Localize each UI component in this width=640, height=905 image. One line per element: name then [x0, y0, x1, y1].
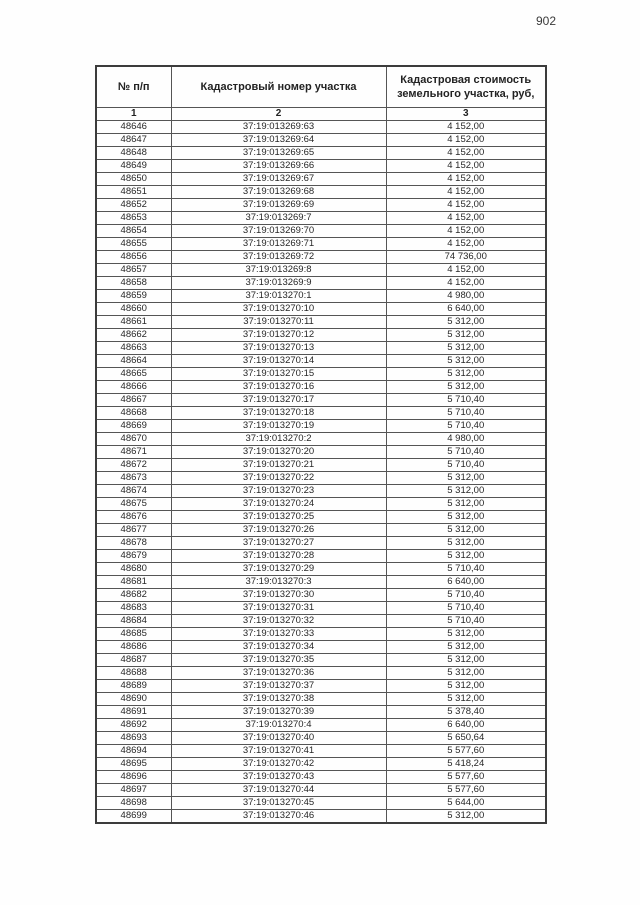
cadastral-number-cell: 37:19:013270:16	[171, 381, 386, 394]
row-number-cell: 48686	[96, 641, 171, 654]
row-number-cell: 48654	[96, 225, 171, 238]
table-row	[96, 797, 546, 810]
cadastral-number-cell: 37:19:013270:30	[171, 589, 386, 602]
cadastral-value-cell: 5 312,00	[386, 342, 546, 355]
table-row	[96, 342, 546, 355]
row-number-cell: 48678	[96, 537, 171, 550]
table-row	[96, 134, 546, 147]
cadastral-value-cell: 5 312,00	[386, 524, 546, 537]
row-number-cell: 48653	[96, 212, 171, 225]
table-row	[96, 420, 546, 433]
table-row	[96, 121, 546, 134]
table-row	[96, 264, 546, 277]
cadastral-value-cell: 5 710,40	[386, 602, 546, 615]
row-number-cell: 48696	[96, 771, 171, 784]
table-row	[96, 758, 546, 771]
table-row	[96, 589, 546, 602]
row-number-cell: 48687	[96, 654, 171, 667]
cadastral-number-cell: 37:19:013270:10	[171, 303, 386, 316]
row-number-cell: 48651	[96, 186, 171, 199]
table-row	[96, 433, 546, 446]
table-row	[96, 706, 546, 719]
row-number-cell: 48682	[96, 589, 171, 602]
row-number-cell: 48663	[96, 342, 171, 355]
cadastral-number-cell: 37:19:013270:1	[171, 290, 386, 303]
cadastral-value-cell: 5 312,00	[386, 368, 546, 381]
cadastral-value-cell: 5 312,00	[386, 537, 546, 550]
cadastral-number-cell: 37:19:013270:40	[171, 732, 386, 745]
cadastral-number-cell: 37:19:013270:3	[171, 576, 386, 589]
cadastral-number-cell: 37:19:013270:45	[171, 797, 386, 810]
cadastral-value-cell: 5 312,00	[386, 667, 546, 680]
cadastral-value-cell: 5 312,00	[386, 680, 546, 693]
cadastral-number-cell: 37:19:013269:66	[171, 160, 386, 173]
table-row	[96, 485, 546, 498]
cadastral-value-cell: 5 577,60	[386, 784, 546, 797]
cadastral-value-cell: 6 640,00	[386, 303, 546, 316]
cadastral-value-cell: 5 710,40	[386, 394, 546, 407]
cadastral-number-cell: 37:19:013270:19	[171, 420, 386, 433]
table-row	[96, 212, 546, 225]
table-row	[96, 784, 546, 797]
cadastral-number-cell: 37:19:013270:28	[171, 550, 386, 563]
row-number-cell: 48694	[96, 745, 171, 758]
header-cadastral-number: Кадастровый номер участка	[171, 66, 386, 108]
table-row	[96, 667, 546, 680]
cadastral-number-cell: 37:19:013270:37	[171, 680, 386, 693]
cadastral-number-cell: 37:19:013269:68	[171, 186, 386, 199]
cadastral-number-cell: 37:19:013270:23	[171, 485, 386, 498]
cadastral-value-cell: 4 152,00	[386, 264, 546, 277]
column-index-3: 3	[386, 108, 546, 121]
row-number-cell: 48698	[96, 797, 171, 810]
cadastral-value-cell: 5 312,00	[386, 641, 546, 654]
row-number-cell: 48655	[96, 238, 171, 251]
table-row	[96, 160, 546, 173]
table-row	[96, 394, 546, 407]
row-number-cell: 48659	[96, 290, 171, 303]
table-row	[96, 381, 546, 394]
table-row	[96, 355, 546, 368]
cadastral-value-cell: 5 710,40	[386, 420, 546, 433]
cadastral-value-cell: 5 312,00	[386, 693, 546, 706]
cadastral-table	[95, 65, 547, 824]
cadastral-number-cell: 37:19:013270:34	[171, 641, 386, 654]
table-row	[96, 563, 546, 576]
row-number-cell: 48646	[96, 121, 171, 134]
cadastral-number-cell: 37:19:013270:20	[171, 446, 386, 459]
header-row-number: № п/п	[96, 66, 171, 108]
table-row	[96, 303, 546, 316]
cadastral-number-cell: 37:19:013270:22	[171, 472, 386, 485]
table-row	[96, 524, 546, 537]
row-number-cell: 48648	[96, 147, 171, 160]
table-row	[96, 329, 546, 342]
cadastral-number-cell: 37:19:013270:21	[171, 459, 386, 472]
cadastral-value-cell: 5 312,00	[386, 511, 546, 524]
header-row	[96, 66, 546, 108]
row-number-cell: 48661	[96, 316, 171, 329]
cadastral-value-cell: 5 312,00	[386, 316, 546, 329]
cadastral-value-cell: 5 644,00	[386, 797, 546, 810]
row-number-cell: 48672	[96, 459, 171, 472]
cadastral-number-cell: 37:19:013270:11	[171, 316, 386, 329]
cadastral-value-cell: 5 312,00	[386, 485, 546, 498]
table-row	[96, 186, 546, 199]
cadastral-number-cell: 37:19:013270:13	[171, 342, 386, 355]
row-number-cell: 48670	[96, 433, 171, 446]
row-number-cell: 48683	[96, 602, 171, 615]
row-number-cell: 48681	[96, 576, 171, 589]
cadastral-value-cell: 5 710,40	[386, 589, 546, 602]
row-number-cell: 48697	[96, 784, 171, 797]
row-number-cell: 48671	[96, 446, 171, 459]
cadastral-value-cell: 5 312,00	[386, 381, 546, 394]
cadastral-value-cell: 4 152,00	[386, 186, 546, 199]
cadastral-number-cell: 37:19:013269:7	[171, 212, 386, 225]
cadastral-value-cell: 5 312,00	[386, 329, 546, 342]
cadastral-number-cell: 37:19:013270:33	[171, 628, 386, 641]
cadastral-value-cell: 5 418,24	[386, 758, 546, 771]
table-row	[96, 199, 546, 212]
cadastral-value-cell: 4 152,00	[386, 199, 546, 212]
row-number-cell: 48685	[96, 628, 171, 641]
row-number-cell: 48692	[96, 719, 171, 732]
table-row	[96, 251, 546, 264]
cadastral-number-cell: 37:19:013270:18	[171, 407, 386, 420]
table-row	[96, 745, 546, 758]
cadastral-value-cell: 74 736,00	[386, 251, 546, 264]
cadastral-number-cell: 37:19:013270:24	[171, 498, 386, 511]
table-row	[96, 225, 546, 238]
row-number-cell: 48656	[96, 251, 171, 264]
row-number-cell: 48693	[96, 732, 171, 745]
cadastral-value-cell: 5 312,00	[386, 654, 546, 667]
table-row	[96, 810, 546, 824]
cadastral-value-cell: 4 152,00	[386, 277, 546, 290]
cadastral-number-cell: 37:19:013270:31	[171, 602, 386, 615]
cadastral-number-cell: 37:19:013270:39	[171, 706, 386, 719]
cadastral-value-cell: 5 710,40	[386, 446, 546, 459]
cadastral-number-cell: 37:19:013270:15	[171, 368, 386, 381]
table-row	[96, 459, 546, 472]
column-index-2: 2	[171, 108, 386, 121]
row-number-cell: 48650	[96, 173, 171, 186]
cadastral-number-cell: 37:19:013270:25	[171, 511, 386, 524]
cadastral-number-cell: 37:19:013269:64	[171, 134, 386, 147]
cadastral-number-cell: 37:19:013269:67	[171, 173, 386, 186]
cadastral-number-cell: 37:19:013269:70	[171, 225, 386, 238]
cadastral-value-cell: 4 152,00	[386, 238, 546, 251]
row-number-cell: 48690	[96, 693, 171, 706]
cadastral-value-cell: 4 152,00	[386, 225, 546, 238]
cadastral-value-cell: 4 980,00	[386, 290, 546, 303]
cadastral-value-cell: 4 152,00	[386, 147, 546, 160]
cadastral-value-cell: 5 312,00	[386, 550, 546, 563]
cadastral-value-cell: 4 152,00	[386, 134, 546, 147]
cadastral-number-cell: 37:19:013270:32	[171, 615, 386, 628]
table-row	[96, 472, 546, 485]
cadastral-number-cell: 37:19:013269:8	[171, 264, 386, 277]
cadastral-number-cell: 37:19:013270:12	[171, 329, 386, 342]
table-body	[96, 121, 546, 824]
table-row	[96, 407, 546, 420]
row-number-cell: 48660	[96, 303, 171, 316]
cadastral-value-cell: 4 152,00	[386, 121, 546, 134]
row-number-cell: 48652	[96, 199, 171, 212]
row-number-cell: 48665	[96, 368, 171, 381]
row-number-cell: 48680	[96, 563, 171, 576]
row-number-cell: 48684	[96, 615, 171, 628]
row-number-cell: 48691	[96, 706, 171, 719]
cadastral-number-cell: 37:19:013270:43	[171, 771, 386, 784]
cadastral-value-cell: 5 577,60	[386, 771, 546, 784]
column-index-row	[96, 108, 546, 121]
row-number-cell: 48667	[96, 394, 171, 407]
table-row	[96, 238, 546, 251]
cadastral-value-cell: 5 710,40	[386, 459, 546, 472]
cadastral-number-cell: 37:19:013270:42	[171, 758, 386, 771]
row-number-cell: 48674	[96, 485, 171, 498]
cadastral-value-cell: 5 710,40	[386, 615, 546, 628]
cadastral-value-cell: 4 980,00	[386, 433, 546, 446]
table-row	[96, 173, 546, 186]
row-number-cell: 48679	[96, 550, 171, 563]
cadastral-value-cell: 5 312,00	[386, 472, 546, 485]
cadastral-number-cell: 37:19:013270:35	[171, 654, 386, 667]
cadastral-number-cell: 37:19:013270:29	[171, 563, 386, 576]
row-number-cell: 48664	[96, 355, 171, 368]
table-row	[96, 316, 546, 329]
cadastral-value-cell: 4 152,00	[386, 173, 546, 186]
cadastral-number-cell: 37:19:013269:63	[171, 121, 386, 134]
table-row	[96, 537, 546, 550]
table-row	[96, 654, 546, 667]
table-row	[96, 290, 546, 303]
row-number-cell: 48673	[96, 472, 171, 485]
cadastral-number-cell: 37:19:013270:17	[171, 394, 386, 407]
cadastral-number-cell: 37:19:013270:26	[171, 524, 386, 537]
cadastral-value-cell: 5 710,40	[386, 563, 546, 576]
table-row	[96, 693, 546, 706]
cadastral-number-cell: 37:19:013270:14	[171, 355, 386, 368]
cadastral-number-cell: 37:19:013269:65	[171, 147, 386, 160]
row-number-cell: 48669	[96, 420, 171, 433]
cadastral-value-cell: 5 577,60	[386, 745, 546, 758]
table-row	[96, 719, 546, 732]
table-row	[96, 277, 546, 290]
cadastral-number-cell: 37:19:013270:38	[171, 693, 386, 706]
row-number-cell: 48662	[96, 329, 171, 342]
cadastral-number-cell: 37:19:013270:2	[171, 433, 386, 446]
cadastral-number-cell: 37:19:013270:44	[171, 784, 386, 797]
table-row	[96, 615, 546, 628]
cadastral-value-cell: 5 312,00	[386, 355, 546, 368]
cadastral-number-cell: 37:19:013269:9	[171, 277, 386, 290]
row-number-cell: 48657	[96, 264, 171, 277]
row-number-cell: 48647	[96, 134, 171, 147]
table-row	[96, 602, 546, 615]
cadastral-value-cell: 4 152,00	[386, 160, 546, 173]
row-number-cell: 48695	[96, 758, 171, 771]
cadastral-number-cell: 37:19:013270:41	[171, 745, 386, 758]
cadastral-value-cell: 5 378,40	[386, 706, 546, 719]
table-row	[96, 550, 546, 563]
row-number-cell: 48666	[96, 381, 171, 394]
cadastral-value-cell: 6 640,00	[386, 719, 546, 732]
table-row	[96, 628, 546, 641]
page-number: 902	[535, 14, 556, 28]
row-number-cell: 48675	[96, 498, 171, 511]
cadastral-value-cell: 6 640,00	[386, 576, 546, 589]
table-header	[96, 66, 546, 121]
cadastral-value-cell: 5 312,00	[386, 498, 546, 511]
column-index-1: 1	[96, 108, 171, 121]
cadastral-value-cell: 5 312,00	[386, 810, 546, 824]
row-number-cell: 48689	[96, 680, 171, 693]
cadastral-number-cell: 37:19:013270:27	[171, 537, 386, 550]
table-row	[96, 147, 546, 160]
row-number-cell: 48668	[96, 407, 171, 420]
header-cadastral-value: Кадастровая стоимость земельного участка, руб,	[386, 66, 546, 108]
table-row	[96, 680, 546, 693]
row-number-cell: 48677	[96, 524, 171, 537]
table-row	[96, 641, 546, 654]
table-row	[96, 498, 546, 511]
row-number-cell: 48688	[96, 667, 171, 680]
cadastral-number-cell: 37:19:013269:71	[171, 238, 386, 251]
cadastral-value-cell: 4 152,00	[386, 212, 546, 225]
row-number-cell: 48699	[96, 810, 171, 824]
table-row	[96, 771, 546, 784]
cadastral-value-cell: 5 650,64	[386, 732, 546, 745]
cadastral-number-cell: 37:19:013270:36	[171, 667, 386, 680]
table-row	[96, 732, 546, 745]
cadastral-value-cell: 5 312,00	[386, 628, 546, 641]
row-number-cell: 48658	[96, 277, 171, 290]
table-row	[96, 446, 546, 459]
cadastral-number-cell: 37:19:013270:46	[171, 810, 386, 824]
row-number-cell: 48649	[96, 160, 171, 173]
cadastral-number-cell: 37:19:013270:4	[171, 719, 386, 732]
cadastral-value-cell: 5 710,40	[386, 407, 546, 420]
cadastral-number-cell: 37:19:013269:72	[171, 251, 386, 264]
table-row	[96, 368, 546, 381]
table-row	[96, 576, 546, 589]
cadastral-number-cell: 37:19:013269:69	[171, 199, 386, 212]
row-number-cell: 48676	[96, 511, 171, 524]
table-row	[96, 511, 546, 524]
